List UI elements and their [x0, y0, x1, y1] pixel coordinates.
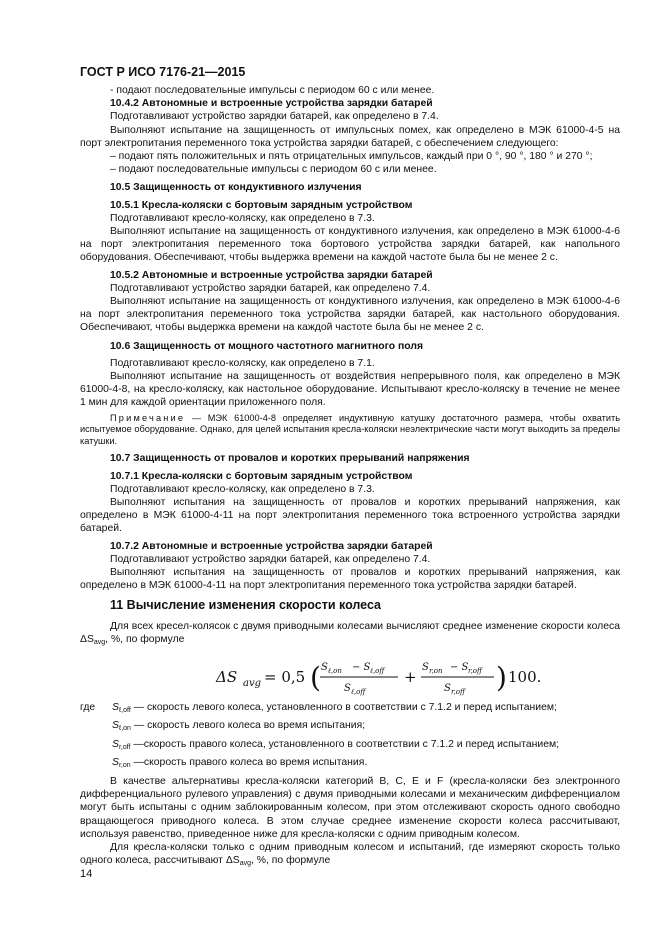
paragraph: Подготавливают кресло-коляску, как определено в 7.1.	[110, 357, 375, 369]
num1-minus: − S	[352, 662, 371, 674]
paragraph: Выполняют испытание на защищенность от импульсных помех, как определено в МЭК 61000-4-5 на порт электропитания переменного тока устройства зарядки батарей, с обеспечением следующего:	[80, 124, 620, 149]
def-text: — скорость левого колеса, установленного в соответствии с 7.1.2 и перед испытанием;	[130, 702, 557, 714]
paragraph: Выполняют испытания на защищенность от провалов и коротких прерываний напряжения, как определено в МЭК 61000-4-11 на порт электропитания переменного тока устройства зарядки батарей.	[80, 567, 620, 592]
paragraph: Выполняют испытание на защищенность от кондуктивного излучения, как определено в МЭК 61000-4-6 на порт электропитания переменного тока устройства зарядки батарей, как настольного оборудования. Обеспечивают, чтобы выдержка времени на каждой частоте была бы не менее 2 с.	[80, 296, 620, 334]
heading-11: 11 Вычисление изменения скорости колеса	[110, 598, 382, 613]
def-text: —скорость правого колеса, установленного в соответствии с 7.1.2 и перед испытанием;	[130, 738, 559, 750]
paren-close: )	[496, 661, 507, 695]
paragraph: Подготавливают кресло-коляску, как определено в 7.3.	[110, 483, 375, 495]
heading-10-6: 10.6 Защищенность от мощного частотного магнитного поля	[110, 340, 424, 352]
num1-sub: ℓ,on	[328, 667, 342, 676]
paragraph	[80, 620, 620, 649]
num2-minus: − S	[450, 662, 469, 674]
document-header: ГОСТ Р ИСО 7176-21—2015	[80, 65, 246, 79]
num2-sub: r,on	[429, 667, 443, 676]
heading-10-7-1: 10.7.1 Кресла-коляски с бортовым зарядным устройством	[110, 470, 413, 482]
paragraph: Выполняют испытание на защищенность от воздействия непрерывного поля, как определено в МЭК 61000-4-8, на кресло-коляску, как настольное оборудование. Испытывают кресло-коляску в течение не менее 1 мин для каждой ориентации приложенного поля.	[80, 371, 620, 409]
definition-row	[112, 719, 620, 735]
text-run: Для всех кресел-колясок с двумя приводными колесами вычисляют среднее изменение скорости колеса ΔS	[80, 620, 620, 645]
paragraph	[80, 841, 620, 870]
where-label: где	[80, 702, 96, 714]
bullet-line: - подают последовательные импульсы с периодом 60 с или менее.	[110, 85, 435, 96]
paragraph: Выполняют испытание на защищенность от кондуктивного излучения, как определено в МЭК 61000-4-6 на порт электропитания переменного тока бортового устройства зарядки батарей, как напольного оборудования. Обеспечивают, чтобы выдержка времени на каждой частоте была бы не менее 2 с.	[80, 226, 620, 264]
def-subscript: ℓ,on	[118, 725, 131, 733]
text-run: , %, по формуле	[251, 855, 331, 867]
heading-10-7: 10.7 Защищенность от провалов и коротких прерываний напряжения	[110, 453, 470, 465]
subscript: avg	[93, 638, 106, 646]
def-text: —скорость правого колеса во время испытания.	[130, 756, 368, 768]
formula-tail: 100.	[508, 668, 542, 687]
paragraph: В качестве альтернативы кресла-коляски категорий B, C, E и F (кресла-коляски без электронного дифференциального рулевого управления) с двумя приводными колесами и механическим дифференциалом могут быть испытаны с одним заблокированным колесом, при этом отслеживают скорость одного свободно вращающегося приводного колеса. В этом случае среднее изменение скорости колеса рассчитывают, используя равенство, приведенное ниже для кресла-коляски с одним приводным колесом.	[80, 775, 620, 840]
paragraph: Подготавливают кресло-коляску, как определено в 7.3.	[110, 212, 375, 224]
symbol-definitions	[80, 701, 620, 772]
def-symbol: S	[112, 702, 119, 714]
paragraph: Подготавливают устройство зарядки батарей, как определено 7.4.	[110, 553, 431, 565]
num1-minus-sub: ℓ,off	[370, 667, 385, 676]
heading-10-5: 10.5 Защищенность от кондуктивного излучения	[110, 182, 362, 194]
den2-sub: r,off	[451, 688, 465, 697]
formula-lhs-sub: avg	[243, 678, 262, 690]
where-block	[80, 701, 620, 772]
def-text: — скорость левого колеса во время испытания;	[130, 720, 366, 732]
formula-avg-speed-change	[80, 655, 620, 697]
paren-open: (	[310, 661, 321, 695]
def-subscript: r,on	[118, 761, 131, 769]
page-number: 14	[80, 868, 93, 880]
def-symbol: S	[112, 720, 119, 732]
formula-svg	[80, 655, 620, 697]
text-run: Для кресла-коляски только с одним приводным колесом и испытаний, где измеряют скорость только одного колеса, рассчитывают ΔS	[80, 841, 620, 867]
note-text: — МЭК 61000-4-8 определяет индуктивную катушку достаточного размера, чтобы охватить испытуемое оборудование. Однако, для целей испытания кресла-коляски неэлектрические части могут выходить за пределы катушки.	[80, 412, 620, 446]
def-symbol: S	[112, 756, 119, 768]
den1-sub: ℓ,off	[351, 688, 366, 697]
dash-item: – подают последовательные импульсы с периодом 60 с или менее.	[110, 164, 437, 176]
num2-minus-sub: r,off	[468, 667, 482, 676]
formula-lhs: ΔS	[216, 668, 238, 687]
num1-s: S	[321, 662, 328, 674]
paragraph: Выполняют испытания на защищенность от провалов и коротких прерываний напряжения, как определено в МЭК 61000-4-11 на порт электропитания переменного тока встроенного устройства зарядки батарей.	[80, 497, 620, 535]
heading-10-7-2: 10.7.2 Автономные и встроенные устройства зарядки батарей	[110, 540, 433, 552]
definition-row	[112, 756, 620, 772]
subscript: avg	[239, 860, 251, 868]
paragraph: Подготавливают устройство зарядки батарей, как определено в 7.4.	[110, 111, 439, 123]
num2-s: S	[422, 662, 429, 674]
note-label: Примечание	[110, 412, 186, 423]
def-subscript: ℓ,off	[118, 707, 131, 715]
den1-s: S	[344, 683, 351, 695]
note	[80, 413, 620, 448]
definition-row	[112, 701, 620, 717]
def-subscript: r,off	[118, 743, 131, 751]
heading-10-5-2: 10.5.2 Автономные и встроенные устройства зарядки батарей	[110, 269, 433, 281]
def-symbol: S	[112, 738, 119, 750]
den2-s: S	[444, 683, 451, 695]
heading-10-4-2: 10.4.2 Автономные и встроенные устройства зарядки батарей	[110, 98, 433, 110]
definition-row	[112, 738, 620, 754]
heading-10-5-1: 10.5.1 Кресла-коляски с бортовым зарядным устройством	[110, 199, 413, 211]
text-run: , %, по формуле	[105, 633, 185, 645]
paragraph: Подготавливают устройство зарядки батарей, как определено 7.4.	[110, 282, 431, 294]
dash-item: – подают пять положительных и пять отрицательных импульсов, каждый при 0 °, 90 °, 180 ° и 270 °;	[110, 151, 593, 163]
formula-plus: +	[404, 668, 417, 687]
page-content	[80, 84, 620, 870]
formula-eq: = 0,5	[264, 668, 306, 687]
